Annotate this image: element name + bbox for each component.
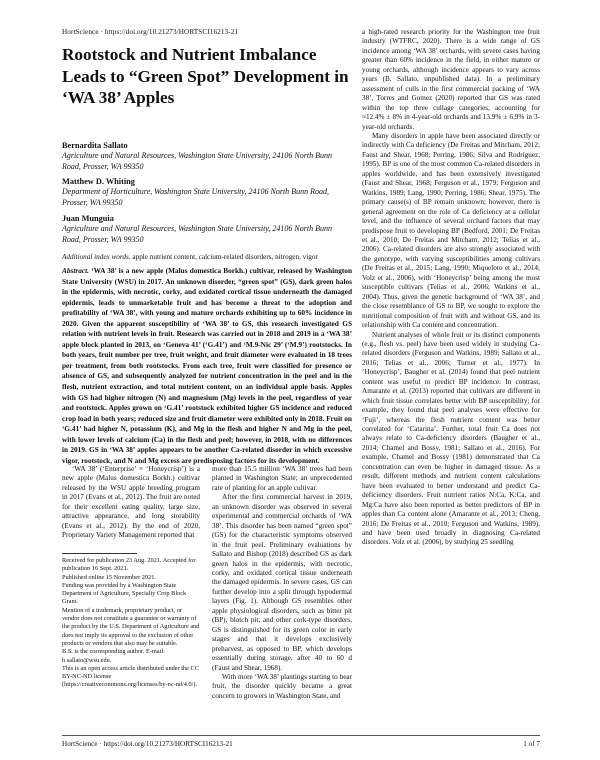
keywords-label: Additional index words. [62,253,131,261]
body-column-right [362,28,540,548]
footnote: This is an open access article distributed under the CC BY-NC-ND license (https://creativecommons.org/licenses/by-nc-nd/4.0/). [62,664,199,689]
article-title: Rootstock and Nutrient Imbalance Leads to “Green Spot” Development in ‘WA 38’ Apples [62,45,349,107]
footer-journal: HortScience · https://doi.org/10.21273/HORTSCI16213-21 [62,740,233,748]
author-name: Juan Munguia [62,214,114,223]
body-paragraph: With more ‘WA 38’ plantings starting to bear fruit, the disorder quickly became a great concern to growers in Washington State, and [212,672,352,700]
body-paragraph: ‘WA 38’ (‘Enterprise’ × ‘Honeycrisp’) is a new apple (Malus domestica Borkh.) cultivar released by the WSU apple breeding program in 2017 (Evans et al., 2012). The fruit are noted for their excellent eating quality, large size, attractive appearance, and long storability (Evans et al., 2012). By the end of 2020, Proprietary Variety Management reported that [62,465,200,540]
body-column-left-1 [62,465,200,541]
body-column-left-2 [212,465,352,701]
footer-divider [62,735,540,736]
abstract-label: Abstract. [62,266,89,275]
author-affiliation: Department of Horticulture, Washington State University, 24106 North Bunn Road, Prosser, WA 99350 [62,187,329,207]
abstract [62,266,352,466]
body-paragraph: Many disorders in apple have been associated directly or indirectly with Ca deficiency (De Freitas and Mitcham, 2012; Faust and Shear, 1968; Perring, 1986; Silva and Rodríguez, 1995). BP is one of the most common Ca-related disorders in apples worldwide, and has been extensively investigated (Faust and Shear, 1968; Ferguson et al., 1979; Ferguson and Watkins, 1989; Lang, 1990; Perring, 1986; Shear, 1975). The primary cause(s) of BP remain unknown; however, there is general agreement on the role of Ca deficiency at a cellular level, and the influence of several orchard factors that may predispose fruit to developing BP (Bedford, 2001; De Freitas et al., 2010; De Freitas and Mitcham, 2012; Telias et al., 2006). Ca-related disorders are also strongly associated with the genotype, with varying susceptibilities among cultivars (De Freitas et al., 2015; Lang, 1990; Miqueloto et al., 2014; Volz et al., 2006), with ‘Honeycrisp’ being among the most susceptible cultivars (Telias et al., 2006; Watkins et al., 2004). Thus, given the genetic background of ‘WA 38’, and the close resemblance of GS to BP, we sought to explore the nutritional composition of fruit with and without GS, and its relationship with Ca content and concentration. [362,131,540,330]
body-paragraph: more than 15.5 million ‘WA 38’ trees had been planted in Washington State; an unprecedented rate of planting for an apple cultivar. [212,465,352,492]
body-paragraph: After the first commercial harvest in 2019, an unknown disorder was observed in several experimental and commercial orchards of ‘WA 38’. This disorder has been named “green spot” (GS) for the characteristic symptoms observed in the fruit peel. Preliminary evaluations by Sallato and Bishop (2018) described GS as dark green halos in the epidermis, with necrotic, corky, and oxidated cortical tissue underneath the damaged epidermis. In severe cases, GS can further develop into a split through hypodermal layers (Fig. 1). Although GS resembles other apple physiological disorders, such as bitter pit (BP), blotch pit, and other cork-type disorders, GS is distinguished for its green color in early stages and that it develops exclusively preharvest, as opposed to BP, which develops essentially during storage, after 40 to 60 d (Faust and Shear, 1968). [212,493,352,672]
page-number: 1 of 7 [523,740,540,748]
footnote: Received for publication 23 Aug. 2021. Accepted for publication 16 Sept. 2021. [62,557,196,573]
footnote: Mention of a trademark, proprietary product, or vendor does not constitute a guarantee or warranty of the product by the U.S. Department of Agriculture and does not imply its approval to the exclusion of other products or vendors that also may be suitable. [62,606,200,647]
body-paragraph: a high-rated research priority for the Washington tree fruit industry (WTFRC, 2020). There is a wide range of GS incidence among ‘WA 38’ orchards, with severe cases having greater than 60% incidence in the field, in either mature or young orchards, although incidence appears to vary across years (B. Sallato, unpublished data). In a preliminary assessment of culls in the first commercial packing of ‘WA 38’, Torres and Gomez (2020) reported that GS was rated within the top three cullage categories, accounting for ≈12.4% ± 8% in 4-year-old orchards and 13.9% ± 6.9% in 3-year-old orchards. [362,28,540,131]
author-name: Bernardita Sallato [62,141,128,150]
footnote: B.S. is the corresponding author. E-mail: b.sallato@wsu.edu. [62,648,165,664]
running-header: HortScience · https://doi.org/10.21273/HORTSCI16213-21 [62,28,239,36]
footnotes [62,557,200,690]
author-name: Matthew D. Whiting [62,177,135,186]
abstract-text: ‘WA 38’ is a new apple (Malus domestica Borkh.) cultivar, released by Washington State University (WSU) in 2017. An unknown disorder, “green spot” (GS), dark green halos in the epidermis, with necrotic, corky, and oxidated cortical tissue underneath the damaged epidermis, leads to unmarketable fruit and has become a threat to the adoption and profitability of ‘WA 38’, with young and mature orchards exhibiting up to 60% incidence in 2020. Given the apparent susceptibility of ‘WA 38’ to GS, this research investigated GS relation with nutrient levels in fruit. Research was carried out in 2018 and 2019 in a ‘WA 38’ apple block planted in 2013, on ‘Geneva 41’ (‘G.41’) and ‘M.9-Nic 29’ (‘M.9’) rootstocks. In both years, fruit number per tree, fruit weight, and fruit diameter were evaluated in 18 trees per treatment, from both rootstocks. From each tree, fruit were classified for presence or absence of GS, and subsequently analyzed for nutrient concentration in the peel and in the flesh, nutrient extraction, and total nutrient content, on an individual apple basis. Apples with GS had higher nitrogen (N) and magnesium (Mg) levels in the peel, regardless of year and rootstock. Apples grown on ‘G.41’ rootstock exhibited higher GS incidence and reduced crop load in both years; reduced size and fruit diameter were exhibited only in 2018. Fruit on ‘G.41’ had higher N, potassium (K), and Mg in the flesh and higher N and Mg in the peel, with lower levels of calcium (Ca) in the flesh and peel; however, in 2018, with no differences in 2019. GS in ‘WA 38’ apples appears to be another Ca-related disorder in which excessive vigor, rootstock, and N and Mg excess are predisposing factors for its development. [62,266,352,465]
body-paragraph: Nutrient analyses of whole fruit or its distinct components (e.g., flesh vs. peel) have been used widely in studying Ca-related disorders (Ferguson and Watkins, 1989; Sallato et al., 2016; Telias et al., 2006; Turner et al., 1977). In ‘Honeycrisp’, Baugher et al. (2014) found that peel nutrient content was useful to predict BP incidence. In contrast, Amarante et al. (2013) reported that cultivars are different in which fruit tissue correlates better with BP susceptibility; for example, they found that peel analyses were effective for ‘Fuji’, whereas the flesh nutrient content was better correlated for ‘Catarina’. Further, total fruit Ca does not always relate to Ca-deficiency disorders (Baugher et al., 2014; Chamel and Bossy, 1981; Sallato et al., 2016). For example, Chamel and Bossy (1981) demonstrated that Ca concentration can even be higher in damaged tissue. As a result, different methods and nutrient content calculations have been evaluated to better understand and predict Ca-deficiency disorders. Fruit nutrient ratios N:Ca, K:Ca, and Mg:Ca have also been reported as better predictors of BP in apples than Ca content alone (Amarante et al., 2013; Cheng, 2016; De Freitas et al., 2010; Ferguson and Watkins, 1989), and have been used broadly in diagnosing Ca-related disorders. Volz et al. (2006), by studying 25 seedling [362,330,540,547]
author-block [62,140,352,172]
author-affiliation: Agriculture and Natural Resources, Washington State University, 24106 North Bunn Road, Prosser, WA 99350 [62,151,332,171]
footnote: Funding was provided by a Washington State Department of Agriculture, Specialty Crop Block Grant. [62,581,187,606]
author-block [62,176,352,208]
author-affiliation: Agriculture and Natural Resources, Washington State University, 24106 North Bunn Road, Prosser, WA 99350 [62,224,332,244]
keywords [62,253,352,262]
footnote-divider [62,553,137,554]
footnote: Published online 15 November 2021. [62,573,156,581]
author-block [62,213,352,245]
keywords-text: apple nutrient content, calcium-related disorders, nitrogen, vigor [132,253,318,261]
